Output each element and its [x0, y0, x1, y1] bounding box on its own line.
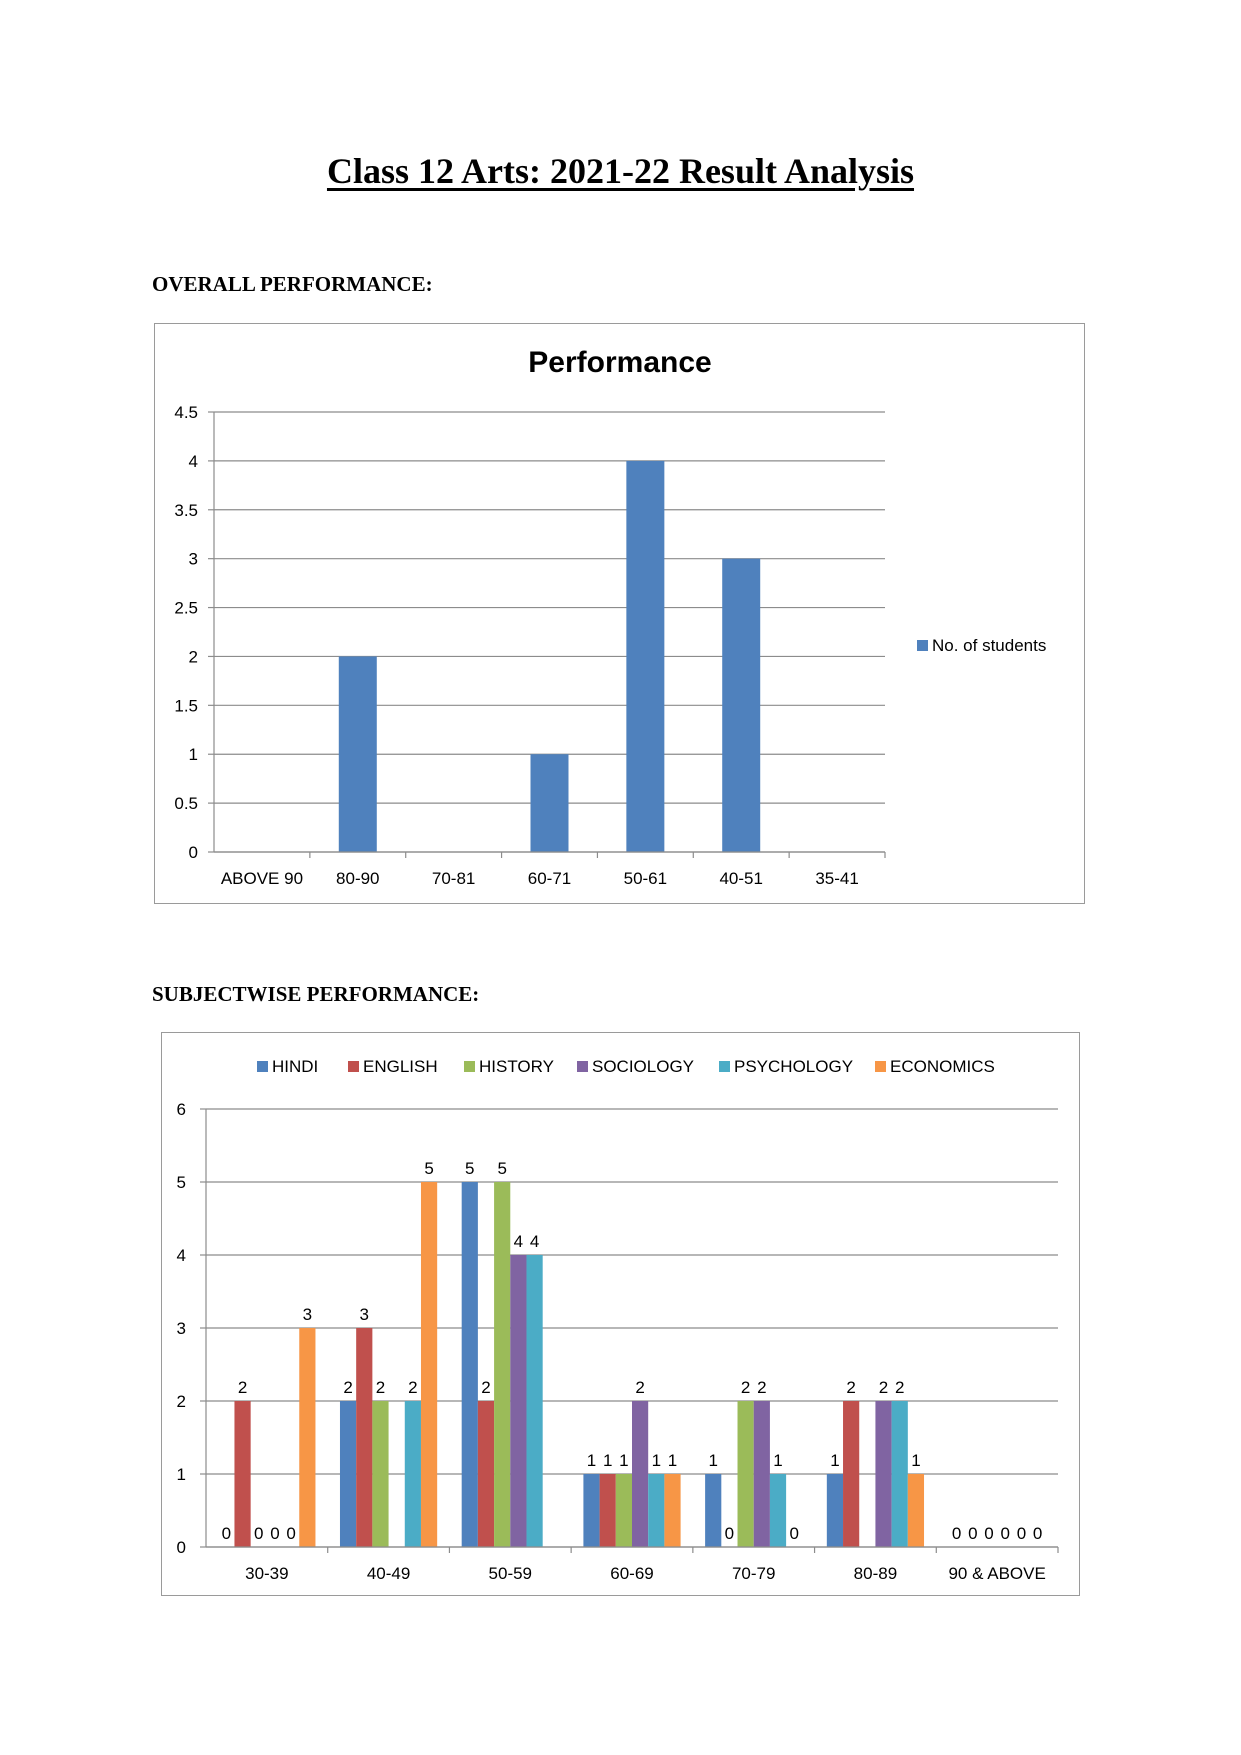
bar — [299, 1328, 315, 1547]
y-tick-label: 5 — [176, 1173, 186, 1192]
data-label: 1 — [667, 1451, 678, 1470]
data-label: 2 — [635, 1378, 645, 1397]
data-label: 4 — [513, 1232, 524, 1251]
data-label: 0 — [1016, 1524, 1027, 1543]
x-tick-label: 40-51 — [719, 869, 763, 888]
bar — [478, 1401, 494, 1547]
x-tick-label: 80-90 — [336, 869, 380, 888]
data-label: 0 — [984, 1524, 994, 1543]
bar — [754, 1401, 770, 1547]
bar — [770, 1474, 786, 1547]
data-label: 1 — [651, 1451, 662, 1470]
data-label: 2 — [846, 1378, 856, 1397]
y-tick-label: 0 — [188, 843, 198, 862]
bar — [738, 1401, 754, 1547]
data-label: 2 — [757, 1378, 767, 1397]
data-label: 2 — [894, 1378, 905, 1397]
legend-label: HISTORY — [479, 1057, 554, 1076]
y-tick-label: 4.5 — [174, 403, 198, 422]
y-tick-label: 2 — [176, 1392, 186, 1411]
data-label: 0 — [1000, 1524, 1010, 1543]
x-tick-label: 40-49 — [366, 1564, 411, 1583]
bar — [626, 461, 664, 852]
bar — [421, 1182, 437, 1547]
bar — [827, 1474, 843, 1547]
data-label: 1 — [619, 1451, 629, 1470]
data-label: 1 — [830, 1451, 840, 1470]
overall-performance-chart — [154, 323, 1085, 904]
y-tick-label: 0 — [176, 1538, 186, 1557]
legend-label: ECONOMICS — [890, 1057, 995, 1076]
bar — [892, 1401, 908, 1547]
y-tick-label: 3 — [188, 549, 198, 569]
x-tick-label: ABOVE 90 — [220, 869, 304, 888]
data-label: 1 — [586, 1451, 597, 1470]
legend-swatch — [464, 1061, 475, 1072]
data-label: 0 — [789, 1524, 799, 1543]
data-label: 0 — [951, 1524, 962, 1543]
y-tick-label: 4 — [176, 1246, 186, 1265]
legend-label: SOCIOLOGY — [592, 1057, 695, 1076]
bar — [648, 1474, 664, 1547]
data-label: 5 — [497, 1159, 507, 1178]
bar — [494, 1182, 510, 1547]
bar — [372, 1401, 388, 1547]
bar — [908, 1474, 924, 1547]
data-label: 3 — [302, 1305, 313, 1324]
y-tick-label: 3.5 — [174, 500, 198, 520]
data-label: 2 — [481, 1378, 491, 1397]
bar — [531, 754, 569, 852]
data-label: 2 — [343, 1378, 353, 1397]
data-label: 0 — [968, 1524, 978, 1543]
data-label: 2 — [375, 1378, 386, 1397]
data-label: 0 — [221, 1524, 232, 1543]
x-tick-label: 60-69 — [610, 1564, 654, 1583]
x-tick-label: 50-61 — [623, 869, 668, 888]
legend-swatch — [719, 1061, 730, 1072]
bar — [632, 1401, 648, 1547]
x-tick-label: 35-41 — [815, 869, 859, 888]
y-tick-label: 2.5 — [174, 598, 198, 618]
x-tick-label: 70-81 — [431, 869, 476, 888]
data-label: 5 — [424, 1159, 434, 1178]
bar — [526, 1255, 542, 1547]
bar — [843, 1401, 859, 1547]
performance-chart-svg — [155, 324, 1084, 903]
bar — [583, 1474, 599, 1547]
chart-title: Performance — [528, 346, 712, 379]
bar — [356, 1328, 372, 1547]
x-tick-label: 60-71 — [527, 869, 572, 888]
y-tick-label: 3 — [176, 1319, 186, 1338]
data-label: 1 — [911, 1451, 921, 1470]
data-label: 2 — [408, 1378, 418, 1397]
y-tick-label: 0.5 — [174, 794, 198, 814]
legend-swatch — [348, 1061, 359, 1072]
legend-swatch — [917, 640, 928, 651]
x-tick-label: 80-89 — [853, 1564, 898, 1583]
legend-swatch — [577, 1061, 588, 1072]
bar — [722, 559, 760, 852]
legend-label: No. of students — [932, 636, 1047, 655]
legend-swatch — [875, 1061, 886, 1072]
overall-performance-heading: OVERALL PERFORMANCE: — [152, 272, 433, 296]
x-tick-label: 30-39 — [245, 1564, 289, 1583]
data-label: 0 — [254, 1524, 264, 1543]
y-tick-label: 1.5 — [174, 696, 198, 716]
data-label: 0 — [1032, 1524, 1043, 1543]
y-tick-label: 1 — [176, 1465, 186, 1484]
bar — [616, 1474, 632, 1547]
bar — [339, 656, 377, 852]
data-label: 1 — [773, 1451, 783, 1470]
data-label: 2 — [237, 1378, 248, 1397]
data-label: 0 — [724, 1524, 735, 1543]
subjectwise-performance-chart — [161, 1032, 1080, 1596]
bar — [875, 1401, 891, 1547]
data-label: 0 — [286, 1524, 296, 1543]
page-title: Class 12 Arts: 2021-22 Result Analysis — [326, 151, 915, 191]
bar — [510, 1255, 526, 1547]
bar — [600, 1474, 616, 1547]
data-label: 5 — [465, 1159, 475, 1178]
bar — [234, 1401, 250, 1547]
bar — [405, 1401, 421, 1547]
y-tick-label: 6 — [176, 1100, 186, 1119]
y-tick-label: 2 — [188, 647, 198, 667]
data-label: 4 — [529, 1232, 540, 1251]
subjectwise-performance-heading: SUBJECTWISE PERFORMANCE: — [152, 982, 480, 1006]
data-label: 1 — [602, 1451, 613, 1470]
x-tick-label: 70-79 — [731, 1564, 776, 1583]
bar — [705, 1474, 721, 1547]
data-label: 2 — [740, 1378, 751, 1397]
data-label: 1 — [708, 1451, 718, 1470]
bar — [340, 1401, 356, 1547]
y-tick-label: 4 — [188, 451, 198, 471]
legend-label: PSYCHOLOGY — [734, 1057, 854, 1076]
bar — [462, 1182, 478, 1547]
y-tick-label: 1 — [188, 745, 198, 765]
x-tick-label: 90 & ABOVE — [948, 1564, 1046, 1583]
data-label: 2 — [878, 1378, 889, 1397]
data-label: 3 — [359, 1305, 370, 1324]
legend-swatch — [257, 1061, 268, 1072]
bar — [664, 1474, 680, 1547]
subjectwise-chart-svg — [162, 1033, 1079, 1595]
data-label: 0 — [270, 1524, 280, 1543]
legend-label: HINDI — [272, 1057, 319, 1076]
legend-label: ENGLISH — [363, 1057, 438, 1076]
x-tick-label: 50-59 — [488, 1564, 533, 1583]
